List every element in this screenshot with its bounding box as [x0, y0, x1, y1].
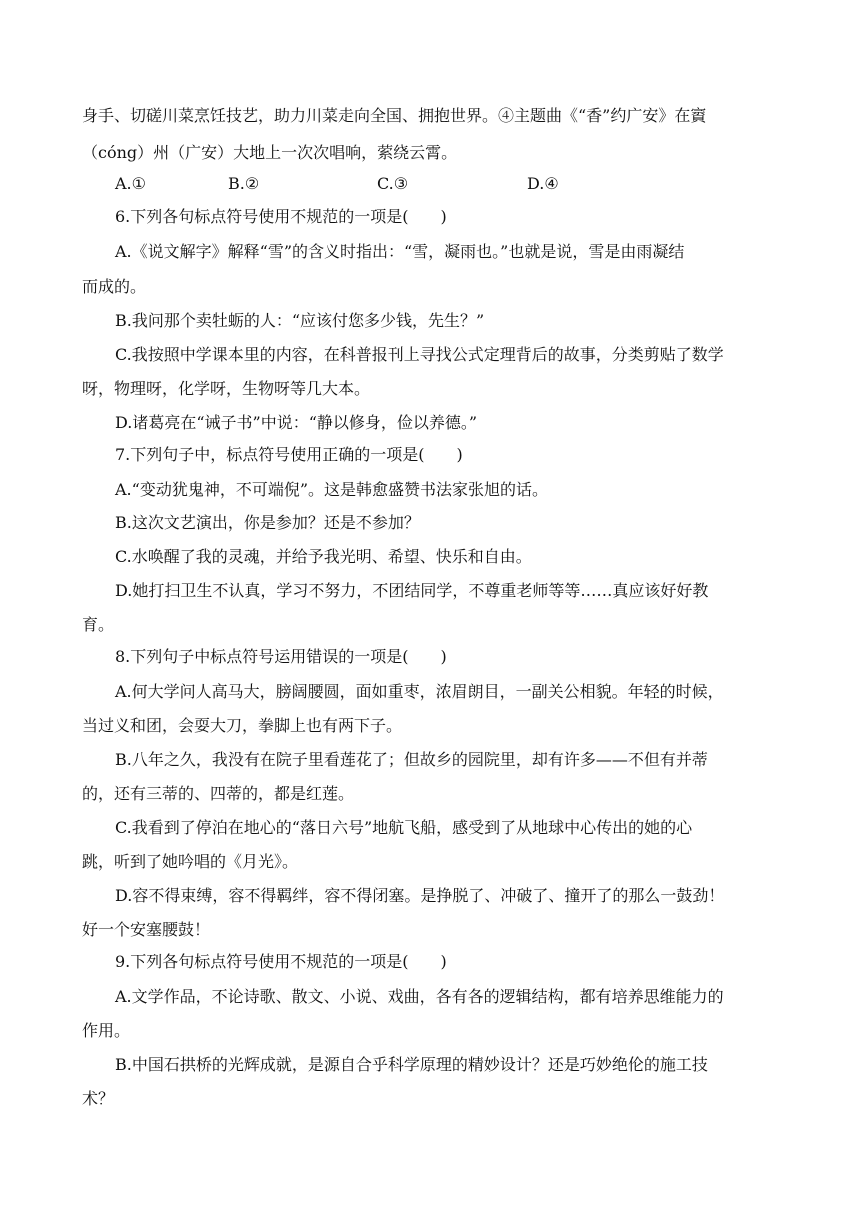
q6-option-c-line-1: C.我按照中学课本里的内容，在科普报刊上寻找公式定理背后的故事，分类剪贴了数学: [115, 345, 724, 364]
q9-stem: 9.下列各句标点符号使用不规范的一项是( ): [115, 952, 447, 971]
q7-option-d-line-1: D.她打扫卫生不认真，学习不努力，不团结同学，不尊重老师等等……真应该好好教: [115, 581, 709, 600]
q6-option-d: D.诸葛亮在“诫子书”中说：“静以修身，俭以养德。”: [115, 413, 478, 432]
q8-option-c-line-2: 跳，听到了她吟唱的《月光》。: [82, 852, 299, 871]
q5-options: [115, 173, 800, 195]
q5-text-line-2: （cóng）州（广安）大地上一次次唱响，萦绕云霄。: [82, 143, 458, 162]
q8-option-a-line-2: 当过义和团，会耍大刀，拳脚上也有两下子。: [82, 716, 403, 735]
q5-option-c: C.③: [377, 174, 409, 193]
q7-option-d-line-2: 育。: [82, 615, 115, 634]
q9-option-a-line-1: A.文学作品，不论诗歌、散文、小说、戏曲，各有各的逻辑结构，都有培养思维能力的: [115, 987, 724, 1006]
q6-stem: 6.下列各句标点符号使用不规范的一项是( ): [115, 207, 447, 226]
q8-option-b-line-1: B.八年之久，我没有在院子里看莲花了；但故乡的园院里，却有许多——不但有并蒂: [115, 750, 708, 769]
q9-option-b-line-1: B.中国石拱桥的光辉成就，是源自合乎科学原理的精妙设计？还是巧妙绝伦的施工技: [115, 1055, 708, 1074]
q9-option-b-line-2: 术？: [82, 1089, 115, 1108]
q8-stem: 8.下列句子中标点符号运用错误的一项是( ): [115, 647, 447, 666]
q8-option-b-line-2: 的，还有三蒂的、四蒂的，都是红莲。: [82, 784, 355, 803]
q8-option-a-line-1: A.何大学问人高马大，膀阔腰圆，面如重枣，浓眉朗目，一副关公相貌。年轻的时候，: [115, 682, 724, 701]
q7-option-a: A.“变动犹鬼神，不可端倪”。这是韩愈盛赞书法家张旭的话。: [115, 480, 549, 499]
q7-option-b: B.这次文艺演出，你是参加？还是不参加？: [115, 513, 420, 532]
q5-option-b: B.②: [228, 174, 260, 193]
q6-option-a-line-2: 而成的。: [82, 277, 147, 296]
q6-option-b: B.我问那个卖牡蛎的人：“应该付您多少钱，先生？”: [115, 311, 485, 330]
q8-option-d-line-1: D.容不得束缚，容不得羁绊，容不得闭塞。是挣脱了、冲破了、撞开了的那么一鼓劲！: [115, 886, 725, 905]
q6-option-a-line-1: A.《说文解字》解释“雪”的含义时指出：“雪，凝雨也。”也就是说，雪是由雨凝结: [115, 242, 685, 261]
q6-option-c-line-2: 呀，物理呀，化学呀，生物呀等几大本。: [82, 379, 371, 398]
q5-option-d: D.④: [527, 174, 559, 193]
q5-option-a: A.①: [115, 174, 146, 193]
q7-option-c: C.水唤醒了我的灵魂，并给予我光明、希望、快乐和自由。: [115, 547, 532, 566]
q5-text-line-1: 身手、切磋川菜烹饪技艺，助力川菜走向全国、拥抱世界。④主题曲《“香”约广安》在賨: [82, 106, 707, 125]
q8-option-d-line-2: 好一个安塞腰鼓！: [82, 920, 211, 939]
q8-option-c-line-1: C.我看到了停泊在地心的“落日六号”地航飞船，感受到了从地球中心传出的她的心: [115, 818, 693, 837]
q7-stem: 7.下列句子中，标点符号使用正确的一项是( ): [115, 445, 463, 464]
q9-option-a-line-2: 作用。: [82, 1021, 131, 1040]
